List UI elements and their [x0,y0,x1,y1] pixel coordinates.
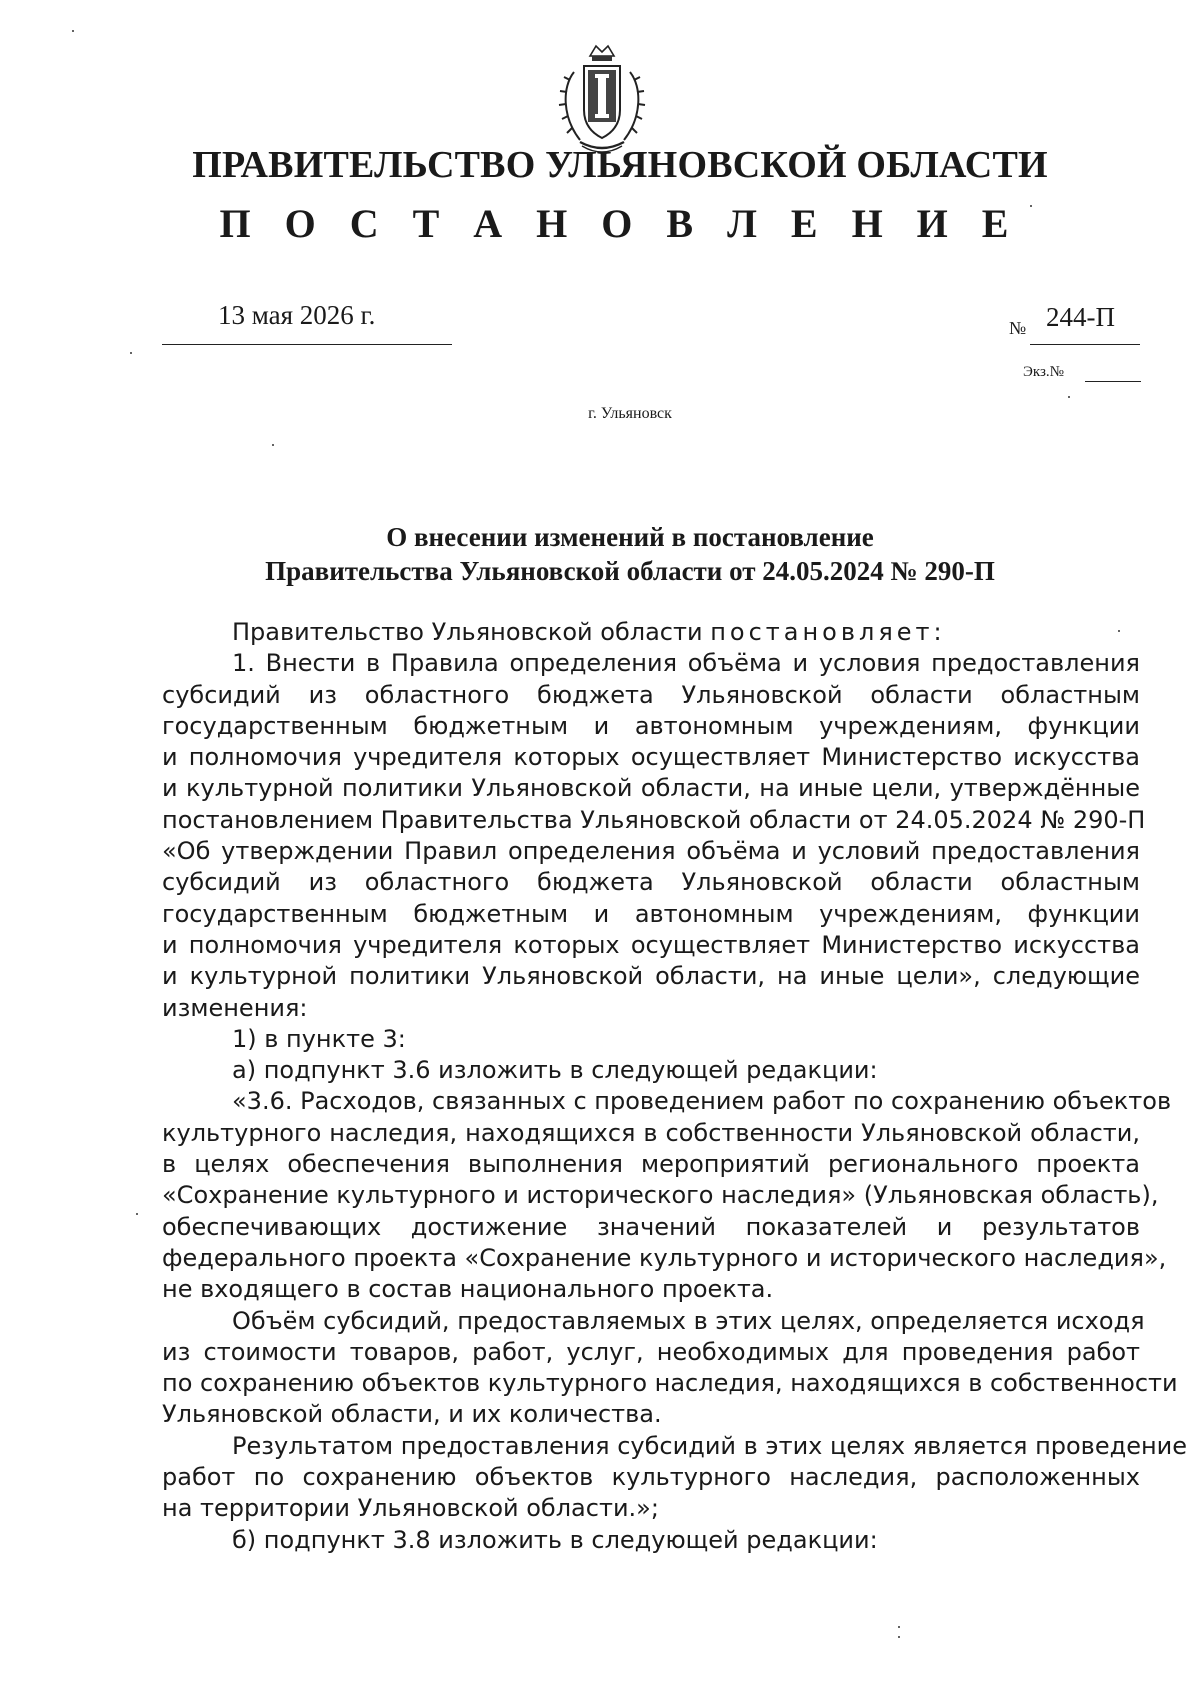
scan-speck [898,1636,900,1638]
text-line: 1. Внести в Правила определения объёма и условия предоставления [232,649,1140,678]
text-line: в целях обеспечения выполнения мероприятий регионального проекта [162,1150,1140,1179]
date-underline [162,344,452,345]
intro-verb: постановляет: [710,618,946,646]
text-line: «Сохранение культурного и исторического наследия» (Ульяновская область), [162,1181,1159,1210]
document-body [162,617,1188,1556]
text-line: постановлением Правительства Ульяновской области от 24.05.2024 № 290-П [162,805,1146,834]
text-line: субсидий из областного бюджета Ульяновской области областным [162,868,1140,897]
document-date: 13 мая 2026 г. [218,300,376,330]
text-line: по сохранению объектов культурного наследия, находящихся в собственности [162,1369,1178,1398]
subject-line: Правительства Ульяновской области от 24.05.2024 № 290-П [265,556,995,586]
text-line: работ по сохранению объектов культурного наследия, расположенных [162,1463,1140,1492]
text-line: культурного наследия, находящихся в собственности Ульяновской области, [162,1118,1140,1147]
text-line: Результатом предоставления субсидий в этих целях является проведение [232,1431,1188,1460]
text-line: субсидий из областного бюджета Ульяновской области областным [162,680,1140,709]
text-line: Объём субсидий, предоставляемых в этих целях, определяется исходя [232,1306,1145,1335]
number-sign: № [1009,318,1027,338]
text-line: не входящего в состав национального проекта. [162,1275,774,1304]
scan-speck [136,1213,138,1215]
city-name: г. Ульяновск [588,405,672,422]
text-line: на территории Ульяновской области.»; [162,1494,659,1523]
text-line: 1) в пункте 3: [232,1024,406,1053]
scan-speck [130,352,132,354]
scan-speck [1118,630,1120,632]
document-type-title: П О С Т А Н О В Л Е Н И Е [219,201,1021,246]
intro-line [162,617,1140,648]
text-line: и культурной политики Ульяновской области, на иные цели, утверждённые [162,774,1140,803]
text-line: государственным бюджетным и автономным учреждениям, функции [162,711,1140,740]
government-title: ПРАВИТЕЛЬСТВО УЛЬЯНОВСКОЙ ОБЛАСТИ [192,144,1048,186]
text-line: и полномочия учредителя которых осуществляет Министерство искусства [162,930,1140,959]
copy-number-underline [1085,381,1141,382]
text-line: изменения: [162,993,308,1022]
number-underline [1030,344,1140,345]
scan-speck [272,444,274,446]
scan-speck [1030,205,1032,207]
text-line: обеспечивающих достижение значений показателей и результатов [162,1212,1140,1241]
scan-speck [898,1626,900,1628]
scan-speck [1068,396,1070,398]
scan-speck [72,30,74,32]
document-number: 244-П [1046,302,1115,332]
text-line: и полномочия учредителя которых осуществляет Министерство искусства [162,743,1140,772]
intro-text: Правительство Ульяновской области [232,618,703,646]
text-line: «3.6. Расходов, связанных с проведением работ по сохранению объектов [232,1087,1172,1116]
subject-line: О внесении изменений в постановление [386,522,874,552]
text-line: «Об утверждении Правил определения объёма и условий предоставления [162,837,1140,866]
text-line: б) подпункт 3.8 изложить в следующей редакции: [232,1525,878,1554]
text-line: а) подпункт 3.6 изложить в следующей редакции: [232,1056,878,1085]
text-line: федерального проекта «Сохранение культурного и исторического наследия», [162,1243,1167,1272]
text-line: государственным бюджетным и автономным учреждениям, функции [162,899,1140,928]
text-line: из стоимости товаров, работ, услуг, необходимых для проведения работ [162,1337,1140,1366]
copy-number-label: Экз.№ [1023,364,1064,380]
text-line: и культурной политики Ульяновской области, на иные цели», следующие [162,962,1140,991]
text-line: Ульяновской области, и их количества. [162,1400,662,1429]
document-subject [30,520,1200,588]
